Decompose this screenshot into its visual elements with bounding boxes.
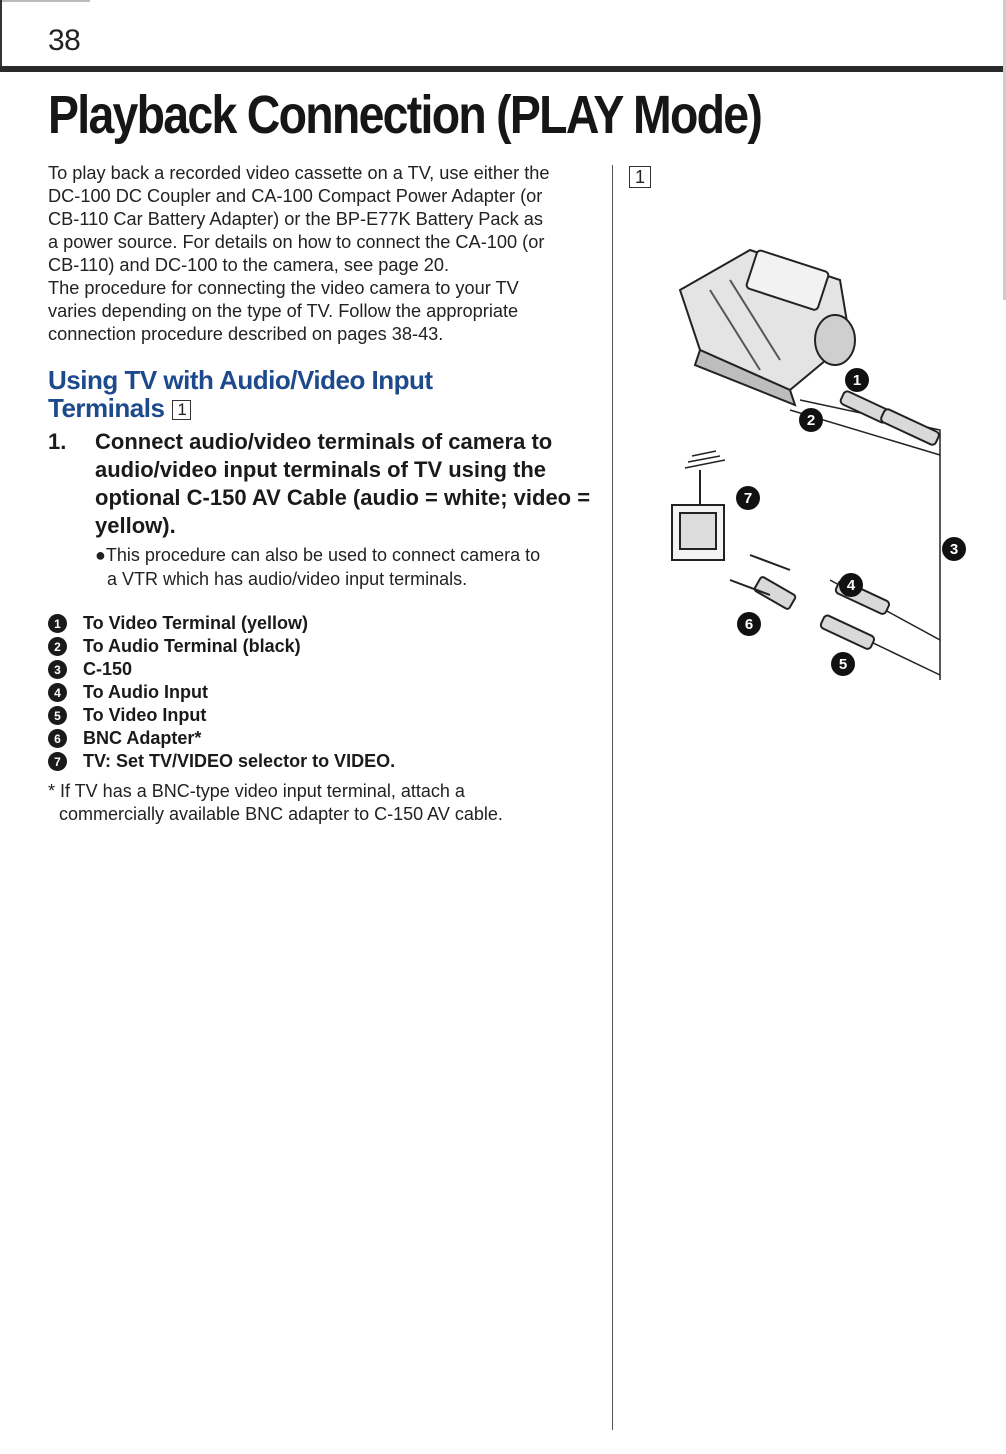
intro-line: CB-110 Car Battery Adapter) or the BP-E77K Battery Pack as	[48, 209, 543, 229]
footnote	[48, 780, 608, 826]
step-text: Connect audio/video terminals of camera to audio/video input terminals of TV using the optional C-150 AV Cable (audio = white; video = yellow).	[95, 429, 591, 538]
camcorder-illustration	[680, 250, 855, 405]
tv-illustration	[672, 451, 725, 560]
section-heading-line1: Using TV with Audio/Video Input	[48, 365, 433, 395]
intro-line: varies depending on the type of TV. Follow the appropriate	[48, 301, 519, 321]
intro-line: The procedure for connecting the video camera to your TV	[48, 278, 519, 298]
callout-7: 7	[736, 486, 760, 510]
intro-line: a power source. For details on how to connect the CA-100 (or	[48, 232, 545, 252]
legend-label: To Audio Input	[83, 682, 208, 702]
legend-item	[48, 704, 604, 727]
callout-3: 3	[942, 537, 966, 561]
legend-label: To Audio Terminal (black)	[83, 636, 301, 656]
legend-number: 6	[48, 729, 67, 748]
legend-number: 1	[48, 614, 67, 633]
top-corner-rule	[0, 0, 90, 2]
intro-paragraph	[48, 162, 604, 346]
legend-item	[48, 658, 604, 681]
page-number: 38	[48, 24, 81, 57]
intro-line: CB-110) and DC-100 to the camera, see page 20.	[48, 255, 450, 275]
callout-5: 5	[831, 652, 855, 676]
legend-item	[48, 750, 604, 773]
figure-label: 1	[629, 166, 651, 188]
legend-number: 7	[48, 752, 67, 771]
section-heading	[48, 366, 604, 422]
page-title: Playback Connection (PLAY Mode)	[48, 85, 762, 145]
footnote-line1: * If TV has a BNC-type video input terminal, attach a	[48, 781, 465, 801]
legend-label: TV: Set TV/VIDEO selector to VIDEO.	[83, 751, 396, 771]
step-note-line2: a VTR which has audio/video input terminals.	[107, 569, 468, 589]
legend-item	[48, 635, 604, 658]
step-note-line1: ●This procedure can also be used to connect camera to	[95, 545, 541, 565]
figure-reference: 1	[172, 400, 191, 420]
section-heading-line2: Terminals	[48, 393, 165, 423]
legend-label: BNC Adapter*	[83, 728, 202, 748]
left-corner-rule	[0, 0, 2, 66]
diagram-illustration	[640, 230, 980, 700]
callout-6: 6	[737, 612, 761, 636]
step-note	[95, 543, 595, 591]
legend-label: C-150	[83, 659, 133, 679]
legend-item	[48, 612, 604, 635]
header-rule	[0, 66, 1006, 72]
legend-label: To Video Input	[83, 705, 207, 725]
legend-label: To Video Terminal (yellow)	[83, 613, 309, 633]
column-divider	[612, 165, 613, 1430]
callout-2: 2	[799, 408, 823, 432]
intro-line: connection procedure described on pages 38-43.	[48, 324, 444, 344]
legend-number: 4	[48, 683, 67, 702]
callout-4: 4	[839, 573, 863, 597]
connection-legend	[48, 612, 604, 773]
intro-line: To play back a recorded video cassette on a TV, use either the	[48, 163, 550, 183]
legend-number: 3	[48, 660, 67, 679]
footnote-line2: commercially available BNC adapter to C-150 AV cable.	[59, 804, 503, 824]
callout-1: 1	[845, 368, 869, 392]
step-1	[48, 428, 604, 540]
legend-number: 2	[48, 637, 67, 656]
intro-line: DC-100 DC Coupler and CA-100 Compact Power Adapter (or	[48, 186, 543, 206]
av-cable-illustration	[730, 390, 940, 680]
legend-number: 5	[48, 706, 67, 725]
legend-item	[48, 681, 604, 704]
step-number: 1.	[48, 429, 67, 454]
legend-item	[48, 727, 604, 750]
connection-diagram	[640, 230, 980, 700]
